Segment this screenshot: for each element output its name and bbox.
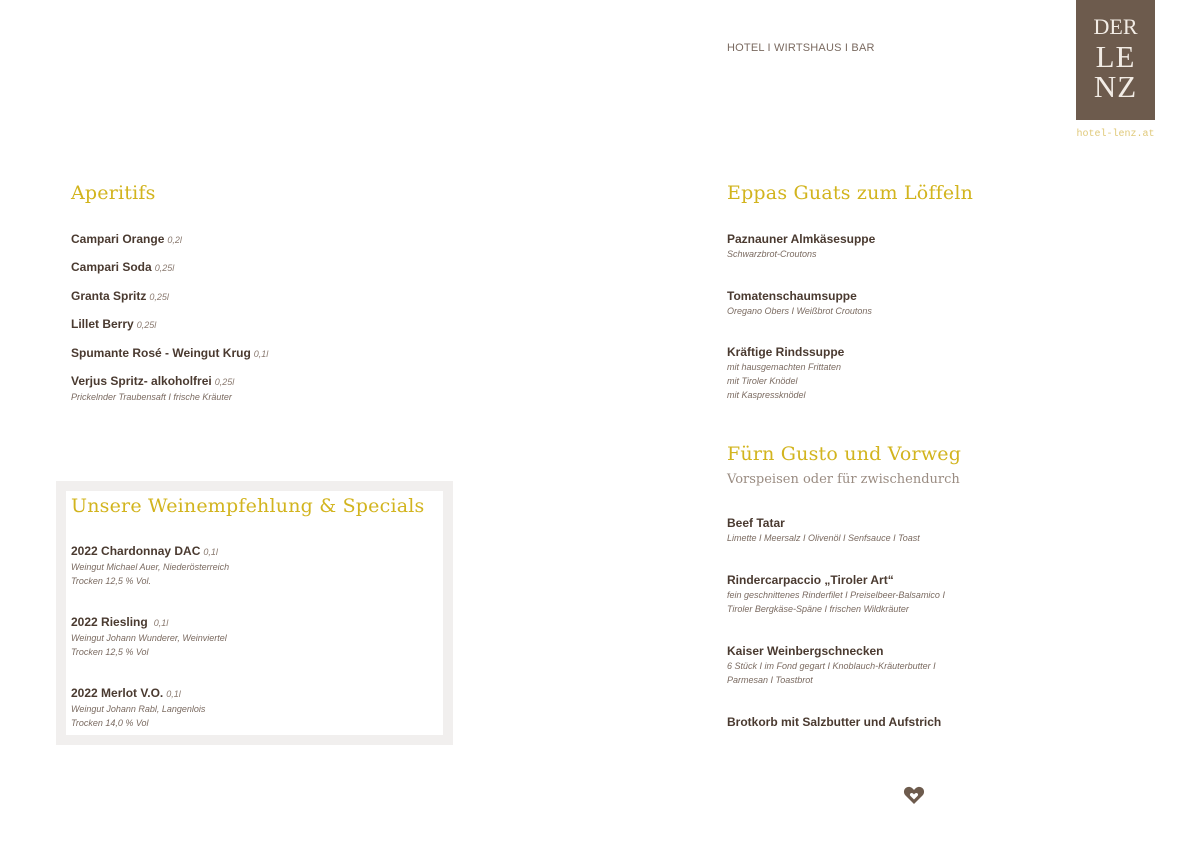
starter-description: 6 Stück I im Fond gegart I Knoblauch-Kräuterbutter I	[727, 661, 936, 671]
starters-title: Fürn Gusto und Vorweg	[727, 443, 962, 465]
soup-item	[727, 345, 844, 402]
wine-details: Trocken 14,0 % Vol	[71, 718, 149, 728]
logo	[1076, 0, 1155, 120]
starter-item	[727, 573, 945, 616]
aperitif-name: Spumante Rosé - Weingut Krug	[71, 346, 251, 360]
starter-description: Parmesan I Toastbrot	[727, 675, 813, 685]
wine-item	[71, 615, 227, 659]
wine-producer: Weingut Johann Rabl, Langenlois	[71, 704, 206, 714]
aperitif-volume: 0,1l	[253, 349, 269, 359]
soup-name: Paznauner Almkäsesuppe	[727, 232, 876, 246]
wine-name: 2022 Chardonnay DAC	[71, 544, 201, 558]
aperitifs-title: Aperitifs	[71, 182, 156, 204]
aperitif-volume: 0,25l	[149, 292, 169, 302]
soup-description: mit Tiroler Knödel	[727, 376, 798, 386]
wine-details: Trocken 12,5 % Vol.	[71, 576, 152, 586]
aperitif-name: Campari Soda	[71, 260, 152, 274]
aperitif-volume: 0,25l	[214, 377, 235, 387]
wine-producer: Weingut Michael Auer, Niederösterreich	[71, 562, 230, 572]
aperitif-description: Prickelnder Traubensaft I frische Kräuter	[71, 392, 232, 402]
aperitif-item	[71, 374, 234, 404]
aperitif-name: Lillet Berry	[71, 317, 134, 331]
starter-description: fein geschnittenes Rinderfilet I Preiselbeer-Balsamico I	[727, 590, 945, 600]
wine-item	[71, 686, 205, 730]
wine-volume: 0,1l	[153, 618, 169, 628]
aperitif-name: Granta Spritz	[71, 289, 147, 303]
starter-name: Kaiser Weinbergschnecken	[727, 644, 884, 658]
starter-name: Rindercarpaccio „Tiroler Art“	[727, 573, 894, 587]
wine-details: Trocken 12,5 % Vol	[71, 647, 149, 657]
soup-name: Tomatenschaumsuppe	[727, 289, 857, 303]
starter-name: Beef Tatar	[727, 516, 785, 530]
soup-description: mit Kaspressknödel	[727, 390, 806, 400]
logo-url[interactable]: hotel-lenz.at	[1076, 129, 1155, 140]
wine-title: Unsere Weinempfehlung & Specials	[71, 495, 425, 517]
wine-producer: Weingut Johann Wunderer, Weinviertel	[71, 633, 227, 643]
wine-volume: 0,1l	[166, 689, 181, 699]
starter-item	[727, 516, 920, 545]
wine-volume: 0,1l	[203, 547, 218, 557]
starter-description: Limette I Meersalz I Olivenöl I Senfsauce I Toast	[727, 533, 920, 543]
aperitif-name: Campari Orange	[71, 232, 165, 246]
starter-description: Tiroler Bergkäse-Späne I frischen Wildkräuter	[727, 604, 909, 614]
aperitif-item	[71, 317, 156, 333]
aperitif-item	[71, 289, 169, 305]
soup-item	[727, 289, 872, 318]
aperitif-item	[71, 232, 182, 248]
soup-description: mit hausgemachten Frittaten	[727, 362, 842, 372]
wine-name: 2022 Riesling	[71, 615, 148, 629]
aperitif-volume: 0,2l	[167, 235, 182, 245]
logo-line-3: NZ	[1093, 69, 1138, 104]
soup-item	[727, 232, 875, 261]
starter-item	[727, 644, 936, 687]
aperitif-item	[71, 260, 174, 276]
aperitif-volume: 0,25l	[136, 320, 157, 330]
logo-line-1: DER	[1093, 14, 1138, 39]
tagline: HOTEL I WIRTSHAUS I BAR	[727, 42, 875, 54]
starter-name: Brotkorb mit Salzbutter und Aufstrich	[727, 715, 942, 729]
logo-line-2: LE	[1095, 39, 1136, 74]
aperitif-name: Verjus Spritz- alkoholfrei	[71, 374, 212, 388]
soups-title: Eppas Guats zum Löffeln	[727, 182, 974, 204]
aperitif-item	[71, 346, 268, 362]
wine-name: 2022 Merlot V.O.	[71, 686, 164, 700]
soup-description: Schwarzbrot-Croutons	[727, 249, 817, 259]
heart-icon	[903, 784, 925, 806]
wine-item	[71, 544, 229, 588]
aperitif-volume: 0,25l	[154, 263, 175, 273]
soup-name: Kräftige Rindssuppe	[727, 345, 845, 359]
soup-description: Oregano Obers I Weißbrot Croutons	[727, 306, 872, 316]
starter-item	[727, 715, 941, 730]
starters-subtitle: Vorspeisen oder für zwischendurch	[727, 472, 960, 487]
